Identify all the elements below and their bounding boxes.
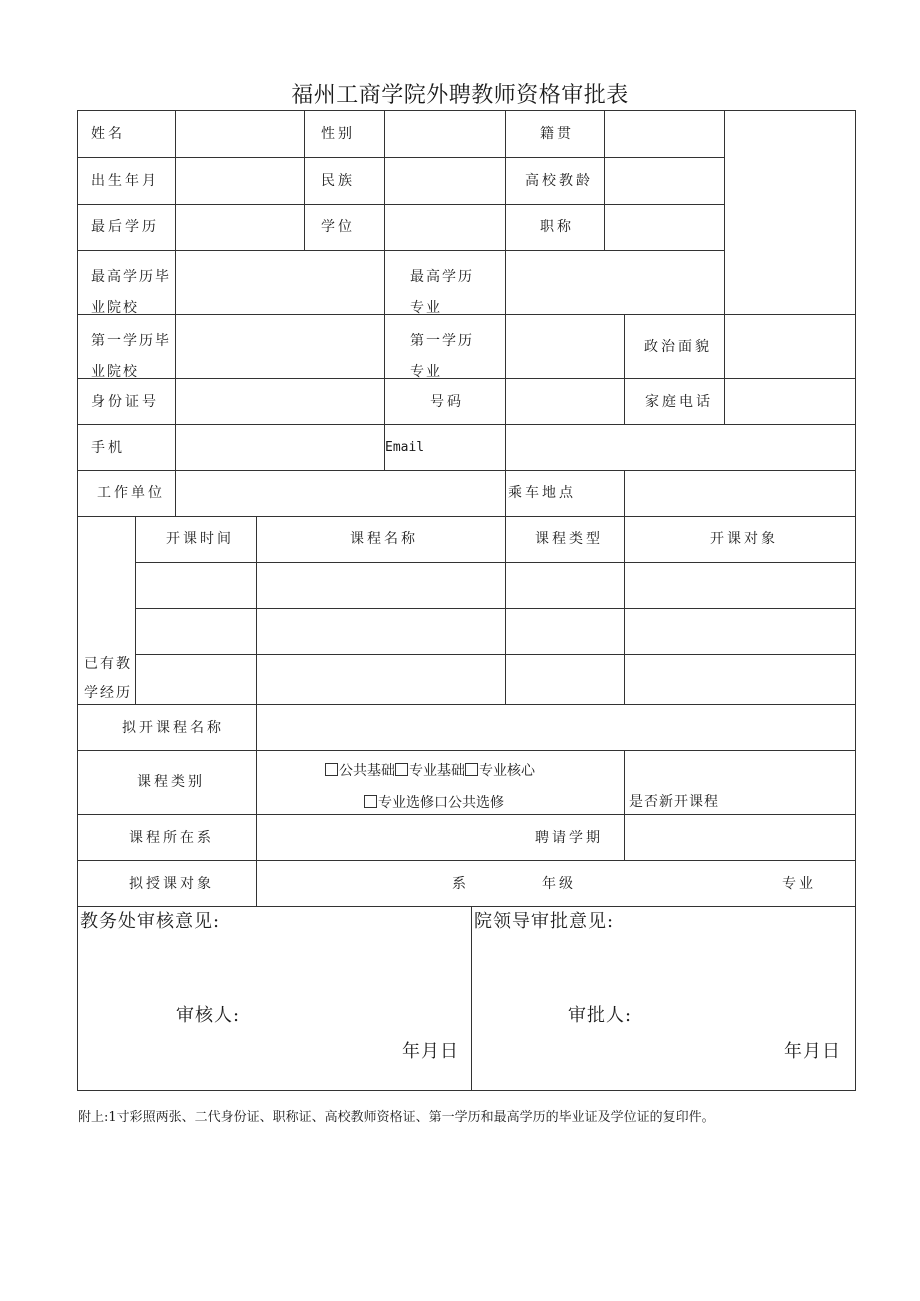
table-row[interactable] bbox=[624, 562, 856, 609]
major-elective-label: 专业选修 bbox=[378, 795, 434, 811]
table-row[interactable] bbox=[505, 608, 625, 655]
cell-birth-value[interactable] bbox=[175, 157, 305, 205]
cell-homephone-value[interactable] bbox=[724, 378, 856, 425]
label-last-education: 最后学历 bbox=[91, 219, 159, 235]
cell-gender-value[interactable] bbox=[384, 110, 506, 158]
public-basic-label: 公共基础 bbox=[339, 763, 395, 779]
table-row[interactable] bbox=[505, 562, 625, 609]
table-row[interactable] bbox=[624, 654, 856, 705]
attachment-note: 附上:1寸彩照两张、二代身份证、职称证、高校教师资格证、第一学历和最高学历的毕业证及学位证的复印件。 bbox=[78, 1110, 715, 1125]
leadership-title: 院领导审批意见: bbox=[474, 911, 615, 932]
unit-dept: 系 bbox=[452, 876, 466, 892]
checkbox-icon bbox=[364, 795, 377, 808]
label-semester: 聘请学期 bbox=[535, 830, 603, 846]
label-first-school: 第一学历毕业院校 bbox=[91, 333, 171, 380]
table-row[interactable] bbox=[256, 562, 506, 609]
checkbox-icon bbox=[465, 763, 478, 776]
label-boarding: 乘车地点 bbox=[508, 485, 576, 501]
cell-lastedu-value[interactable] bbox=[175, 204, 305, 251]
photo-cell[interactable] bbox=[724, 110, 856, 315]
cell-hmajor-value[interactable] bbox=[505, 250, 725, 315]
cell-degree-value[interactable] bbox=[384, 204, 506, 251]
checkbox-icon bbox=[325, 763, 338, 776]
cell-semester-value[interactable] bbox=[624, 814, 856, 861]
major-basic-label: 专业基础 bbox=[409, 763, 465, 779]
table-row[interactable] bbox=[135, 654, 257, 705]
table-row[interactable] bbox=[624, 608, 856, 655]
unit-major: 专业 bbox=[782, 876, 816, 892]
leadership-box[interactable] bbox=[471, 906, 856, 1091]
category-line-2 bbox=[364, 795, 504, 811]
label-highest-school: 最高学历毕业院校 bbox=[91, 269, 171, 316]
cell-id-value[interactable] bbox=[175, 378, 385, 425]
cell-fmajor-value[interactable] bbox=[505, 314, 625, 379]
label-gender: 性别 bbox=[321, 126, 355, 142]
major-core-checkbox[interactable] bbox=[465, 763, 535, 779]
table-row[interactable] bbox=[135, 562, 257, 609]
table-row[interactable] bbox=[256, 654, 506, 705]
checkbox-icon bbox=[395, 763, 408, 776]
label-ethnicity: 民族 bbox=[321, 173, 355, 189]
label-number: 号码 bbox=[430, 394, 464, 410]
label-birth: 出生年月 bbox=[91, 173, 159, 189]
cell-political-value[interactable] bbox=[724, 314, 856, 379]
cell-boarding-value[interactable] bbox=[624, 470, 856, 517]
label-first-major: 第一学历专业 bbox=[410, 333, 474, 380]
label-email: Email bbox=[385, 440, 425, 455]
review-date: 年月日 bbox=[402, 1041, 459, 1062]
cell-native-value[interactable] bbox=[604, 110, 725, 158]
cell-email-value[interactable] bbox=[505, 424, 856, 471]
label-native-place: 籍贯 bbox=[540, 126, 574, 142]
header-course-time: 开课时间 bbox=[166, 531, 234, 547]
approve-date: 年月日 bbox=[784, 1041, 841, 1062]
label-course-category: 课程类别 bbox=[137, 774, 205, 790]
reviewer-label: 审核人: bbox=[176, 1005, 241, 1026]
cell-fschool-value[interactable] bbox=[175, 314, 385, 379]
header-course-target: 开课对象 bbox=[710, 531, 778, 547]
cell-rank-value[interactable] bbox=[604, 204, 725, 251]
table-row[interactable] bbox=[256, 608, 506, 655]
label-new-course: 是否新开课程 bbox=[629, 794, 719, 810]
label-id-number: 身份证号 bbox=[91, 394, 159, 410]
cell-name-value[interactable] bbox=[175, 110, 305, 158]
label-teaching-experience: 已有教学经历 bbox=[84, 656, 132, 701]
cell-hschool-value[interactable] bbox=[175, 250, 385, 315]
header-course-name: 课程名称 bbox=[350, 531, 418, 547]
cell-ethnicity-value[interactable] bbox=[384, 157, 506, 205]
table-row[interactable] bbox=[135, 608, 257, 655]
approver-label: 审批人: bbox=[568, 1005, 633, 1026]
cell-planned-value[interactable] bbox=[256, 704, 856, 751]
label-home-phone: 家庭电话 bbox=[645, 394, 713, 410]
category-line-1 bbox=[325, 763, 535, 779]
label-title-rank: 职称 bbox=[540, 219, 574, 235]
label-teach-target: 拟授课对象 bbox=[129, 876, 214, 892]
label-mobile: 手机 bbox=[91, 440, 125, 456]
label-department: 课程所在系 bbox=[129, 830, 214, 846]
cell-number-value[interactable] bbox=[505, 378, 625, 425]
major-core-label: 专业核心 bbox=[479, 763, 535, 779]
major-elective-checkbox[interactable] bbox=[364, 795, 434, 811]
header-course-type: 课程类型 bbox=[535, 531, 603, 547]
label-name: 姓名 bbox=[91, 126, 125, 142]
label-work-unit: 工作单位 bbox=[97, 485, 165, 501]
major-basic-checkbox[interactable] bbox=[395, 763, 465, 779]
cell-mobile-value[interactable] bbox=[175, 424, 385, 471]
public-elective-label[interactable]: 口公共选修 bbox=[434, 795, 504, 811]
academic-affairs-box[interactable] bbox=[77, 906, 472, 1091]
cell-years-value[interactable] bbox=[604, 157, 725, 205]
label-degree: 学位 bbox=[321, 219, 355, 235]
label-planned-course: 拟开课程名称 bbox=[122, 720, 224, 736]
academic-affairs-title: 教务处审核意见: bbox=[80, 911, 221, 932]
label-highest-major: 最高学历专业 bbox=[410, 269, 474, 316]
unit-grade: 年级 bbox=[542, 876, 576, 892]
cell-work-value[interactable] bbox=[175, 470, 506, 517]
label-teaching-years: 高校教龄 bbox=[525, 173, 593, 189]
label-political: 政治面貌 bbox=[644, 339, 712, 355]
table-row[interactable] bbox=[505, 654, 625, 705]
public-basic-checkbox[interactable] bbox=[325, 763, 395, 779]
form-title: 福州工商学院外聘教师资格审批表 bbox=[291, 83, 629, 108]
